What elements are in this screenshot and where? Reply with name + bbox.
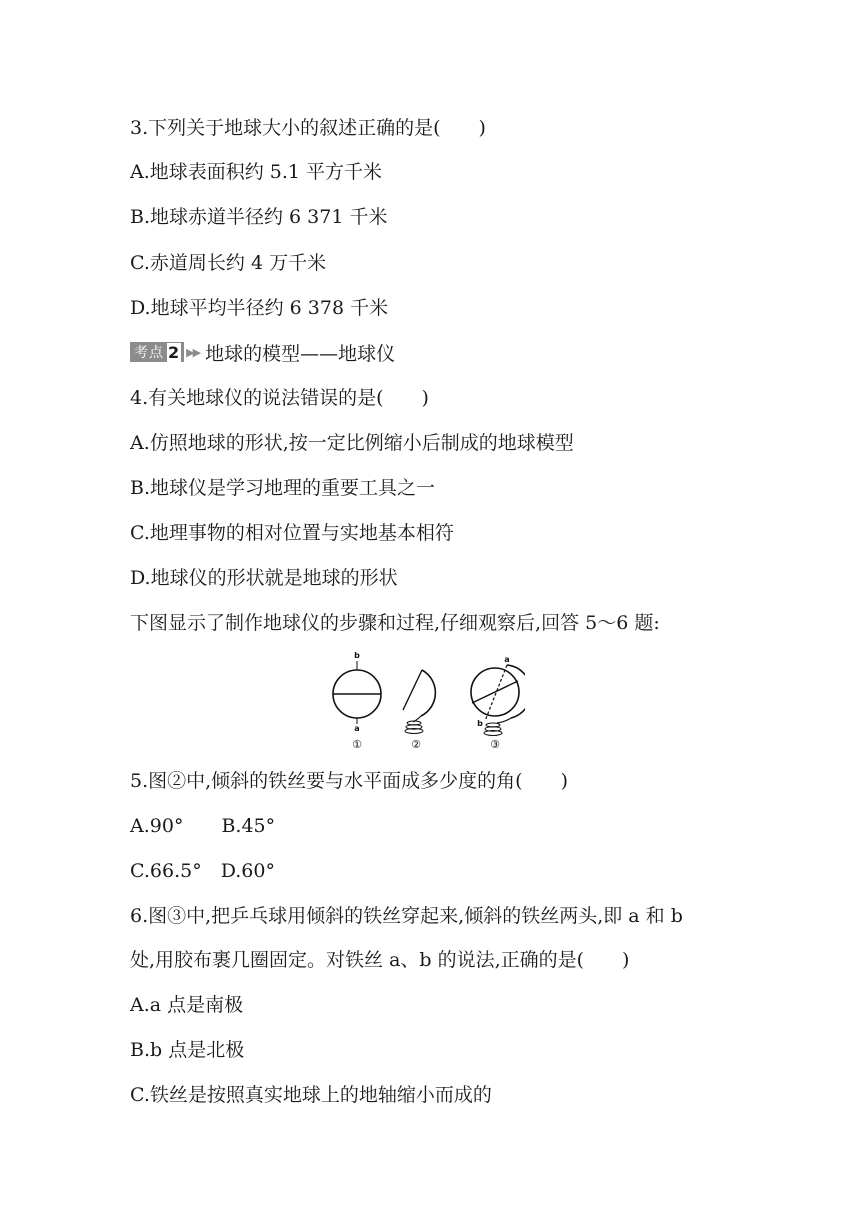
tilted-equator xyxy=(472,681,518,703)
question-5-options-row-2: C.66.5° D.60° xyxy=(130,860,275,882)
panel-3-label-a: a xyxy=(504,655,510,664)
question-5-stem: 5.图②中,倾斜的铁丝要与水平面成多少度的角( ) xyxy=(130,770,568,792)
panel-1-number: ① xyxy=(352,738,362,751)
question-6-stem-line-2: 处,用胶布裹几圈固定。对铁丝 a、b 的说法,正确的是( ) xyxy=(130,949,630,971)
question-6-option-c: C.铁丝是按照真实地球上的地轴缩小而成的 xyxy=(130,1084,492,1106)
question-4-option-a: A.仿照地球的形状,按一定比例缩小后制成的地球模型 xyxy=(130,432,574,454)
panel-1-label-b: b xyxy=(354,651,360,660)
question-3-option-b: B.地球赤道半径约 6 371 千米 xyxy=(130,206,388,228)
figure-panel-3 xyxy=(471,655,525,751)
figure-panel-1 xyxy=(333,651,381,751)
double-arrow-icon: ▶▶ xyxy=(186,345,200,359)
question-3-option-d: D.地球平均半径约 6 378 千米 xyxy=(130,297,389,319)
globe-figure-svg xyxy=(325,648,525,756)
question-3-option-c: C.赤道周长约 4 万千米 xyxy=(130,252,327,274)
question-3-stem: 3.下列关于地球大小的叙述正确的是( ) xyxy=(130,117,486,139)
question-4-option-c: C.地理事物的相对位置与实地基本相符 xyxy=(130,522,454,544)
question-3-option-a: A.地球表面积约 5.1 平方千米 xyxy=(130,161,383,183)
globe-making-figure xyxy=(325,648,525,756)
globe-bracket-stem xyxy=(497,718,511,723)
kaodian-heading xyxy=(130,340,395,364)
kaodian-title: 地球的模型——地球仪 xyxy=(205,342,396,365)
question-6-stem-line-1: 6.图③中,把乒乓球用倾斜的铁丝穿起来,倾斜的铁丝两头,即 a 和 b xyxy=(130,905,683,927)
panel-3-label-b: b xyxy=(477,719,483,728)
question-5-options-row-1: A.90° B.45° xyxy=(130,815,276,837)
question-6-option-b: B.b 点是北极 xyxy=(130,1039,245,1061)
panel-2-number: ② xyxy=(411,738,421,751)
question-4-option-b: B.地球仪是学习地理的重要工具之一 xyxy=(130,477,436,499)
figure-intro: 下图显示了制作地球仪的步骤和过程,仔细观察后,回答 5～6 题: xyxy=(130,612,660,634)
question-6-option-a: A.a 点是南极 xyxy=(130,994,244,1016)
question-4-option-d: D.地球仪的形状就是地球的形状 xyxy=(130,567,398,589)
panel-1-label-a: a xyxy=(354,724,360,733)
kaodian-badge xyxy=(130,342,184,362)
question-4-stem: 4.有关地球仪的说法错误的是( ) xyxy=(130,387,429,409)
semicircle-bracket xyxy=(421,670,435,716)
figure-panel-2 xyxy=(403,670,435,751)
kaodian-number: 2 xyxy=(168,342,181,362)
tilted-wire xyxy=(403,670,422,710)
kaodian-label: 考点 xyxy=(134,345,164,361)
earth-axis-dashed xyxy=(485,665,507,721)
panel-3-number: ③ xyxy=(490,738,500,751)
